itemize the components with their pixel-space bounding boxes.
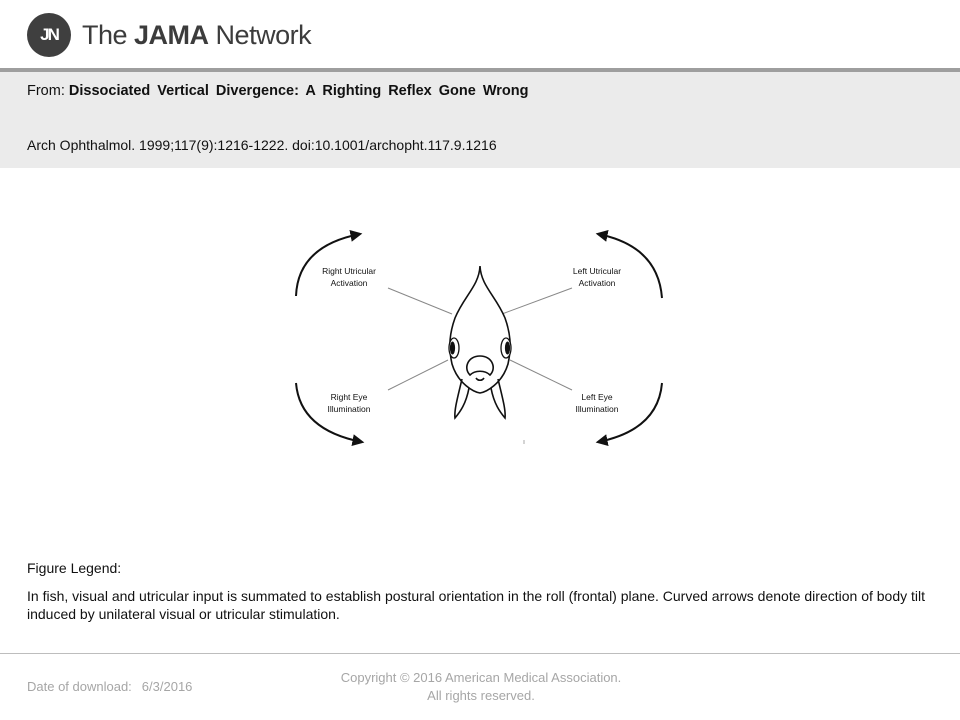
jama-network-logo[interactable]	[27, 12, 311, 58]
logo-wordmark	[82, 20, 311, 51]
label-left-eye-line1: Left Eye	[581, 392, 613, 402]
logo-monogram: JN	[40, 25, 58, 44]
label-right-eye-line2: Illumination	[327, 404, 371, 414]
figure-legend-title: Figure Legend:	[27, 560, 122, 576]
pointer-line-top-left	[388, 288, 452, 314]
pointer-line-bottom-right	[510, 360, 572, 390]
label-left-utricular-line1: Left Utricular	[572, 266, 622, 276]
from-line	[27, 83, 528, 99]
label-right-utricular-line2: Activation	[330, 278, 368, 288]
left-eye-icon	[449, 338, 459, 358]
download-date-value: 6/3/2016	[141, 679, 193, 694]
label-right-eye-line1: Right Eye	[330, 392, 368, 402]
copyright-notice: Copyright © 2016 American Medical Association. All rights reserved.	[340, 670, 622, 703]
logo-suffix: Network	[208, 19, 312, 50]
label-left-eye-line2: Illumination	[575, 404, 619, 414]
right-eye-icon	[501, 338, 511, 358]
citation: Arch Ophthalmol. 1999;117(9):1216-1222. doi:10.1001/archopht.117.9.1216	[27, 137, 497, 153]
pointer-line-bottom-left	[388, 360, 448, 390]
figure-legend-body: In fish, visual and utricular input is summated to establish postural orientation in the roll (frontal) plane. Curved arrows denote direction of body tilt induced by unilateral visual or utricular stimulation.	[27, 588, 926, 622]
download-date-label: Date of download:	[27, 679, 132, 694]
fish-diagram	[280, 218, 680, 458]
label-left-utricular-line2: Activation	[578, 278, 616, 288]
from-label: From:	[27, 83, 65, 99]
logo-brand: JAMA	[134, 19, 209, 50]
download-date	[27, 679, 192, 694]
logo-prefix: The	[82, 19, 135, 50]
footer-divider	[0, 653, 960, 654]
article-title[interactable]: Dissociated Vertical Divergence: A Righting Reflex Gone Wrong	[68, 83, 529, 99]
pointer-line-top-right	[502, 288, 572, 314]
fish-icon	[450, 266, 510, 418]
label-right-utricular-line1: Right Utricular	[322, 266, 376, 276]
jn-badge-icon	[27, 13, 71, 57]
